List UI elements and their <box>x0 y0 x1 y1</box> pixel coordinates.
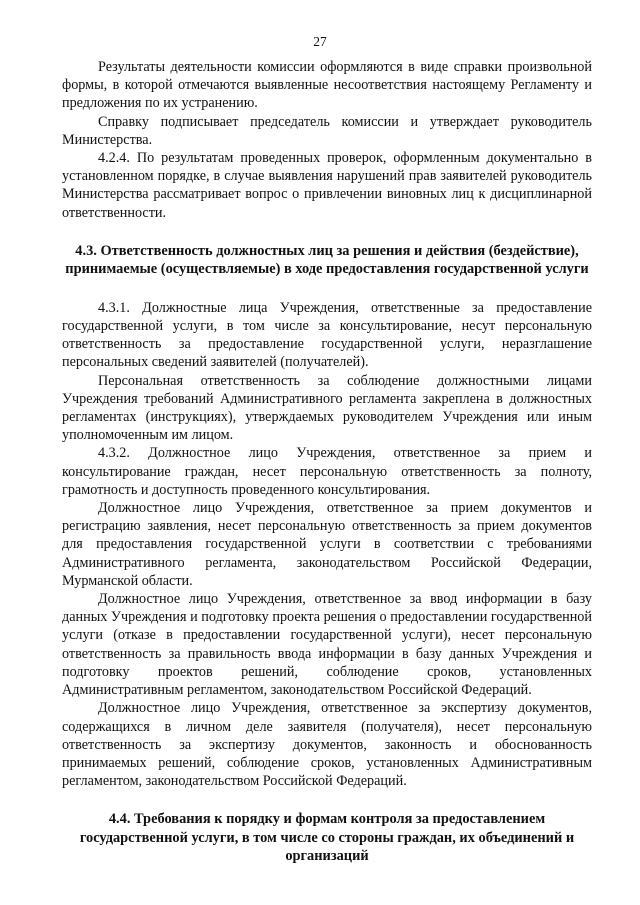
document-body <box>62 58 592 866</box>
paragraph-4-2-4: 4.2.4. По результатам проведенных проверок, оформленным документально в установленном порядке, в случае выявления нарушений прав заявителей руководитель Министерства рассматривает вопрос о привлечении виновных лиц к дисциплинарной ответственности. <box>62 150 592 221</box>
paragraph-data-entry: Должностное лицо Учреждения, ответственное за ввод информации в базу данных Учреждения и подготовку проекта решения о предоставлении государственной услуги (отказе в предоставлении государственной услуги), несет персональную ответственность за правильность ввода информации в базу данных Учреждения и подготовку проектов решений, соблюдение сроков, установленных Административным регламентом, законодательством Российской Федераций. <box>62 591 592 699</box>
paragraph-certificate-signing: Справку подписывает председатель комиссии и утверждает руководитель Министерства. <box>62 113 592 148</box>
paragraph-document-expertise: Должностное лицо Учреждения, ответственное за экспертизу документов, содержащихся в личном деле заявителя (получателя), несет персональную ответственность за экспертизу документов, законность и обоснованность принимаемых решений, соблюдение сроков, установленных Административным регламентом, законодательством Российской Федераций. <box>62 700 592 790</box>
paragraph-personal-responsibility: Персональная ответственность за соблюдение должностными лицами Учреждения требований Административного регламента закреплена в должностных регламентах (инструкциях), утверждаемых руководителем Учреждения или иным уполномоченным им лицом. <box>62 372 592 444</box>
paragraph-4-3-1: 4.3.1. Должностные лица Учреждения, ответственные за предоставление государственной услуги, в том числе за консультирование, несут персональную ответственность за предоставление государственной услуги, неразглашение персональных сведений заявителей (получателей). <box>62 299 592 371</box>
paragraph-4-3-2: 4.3.2. Должностное лицо Учреждения, ответственное за прием и консультирование граждан, несет персональную ответственность за полноту, грамотность и доступность проведенного консультирования. <box>62 445 592 498</box>
paragraph-commission-results: Результаты деятельности комиссии оформляются в виде справки произвольной формы, в которой отмечаются выявленные несоответствия настоящему Регламенту и предложения по их устранению. <box>62 59 592 112</box>
section-heading-4-3: 4.3. Ответственность должностных лиц за решения и действия (бездействие), принимаемые (осуществляемые) в ходе предоставления государственной услуги <box>65 242 589 278</box>
section-heading-4-4: 4.4. Требования к порядку и формам контроля за предоставлением государственной услуги, в том числе со стороны граждан, их объединений и организаций <box>79 811 575 865</box>
page-number: 27 <box>313 34 327 49</box>
paragraph-document-reception: Должностное лицо Учреждения, ответственное за прием документов и регистрацию заявления, несет персональную ответственность за прием документов для предоставления государственной услуги в соответствии с требованиями Административного регламента, законодательством Российской Федерации, Мурманской области. <box>62 500 592 589</box>
